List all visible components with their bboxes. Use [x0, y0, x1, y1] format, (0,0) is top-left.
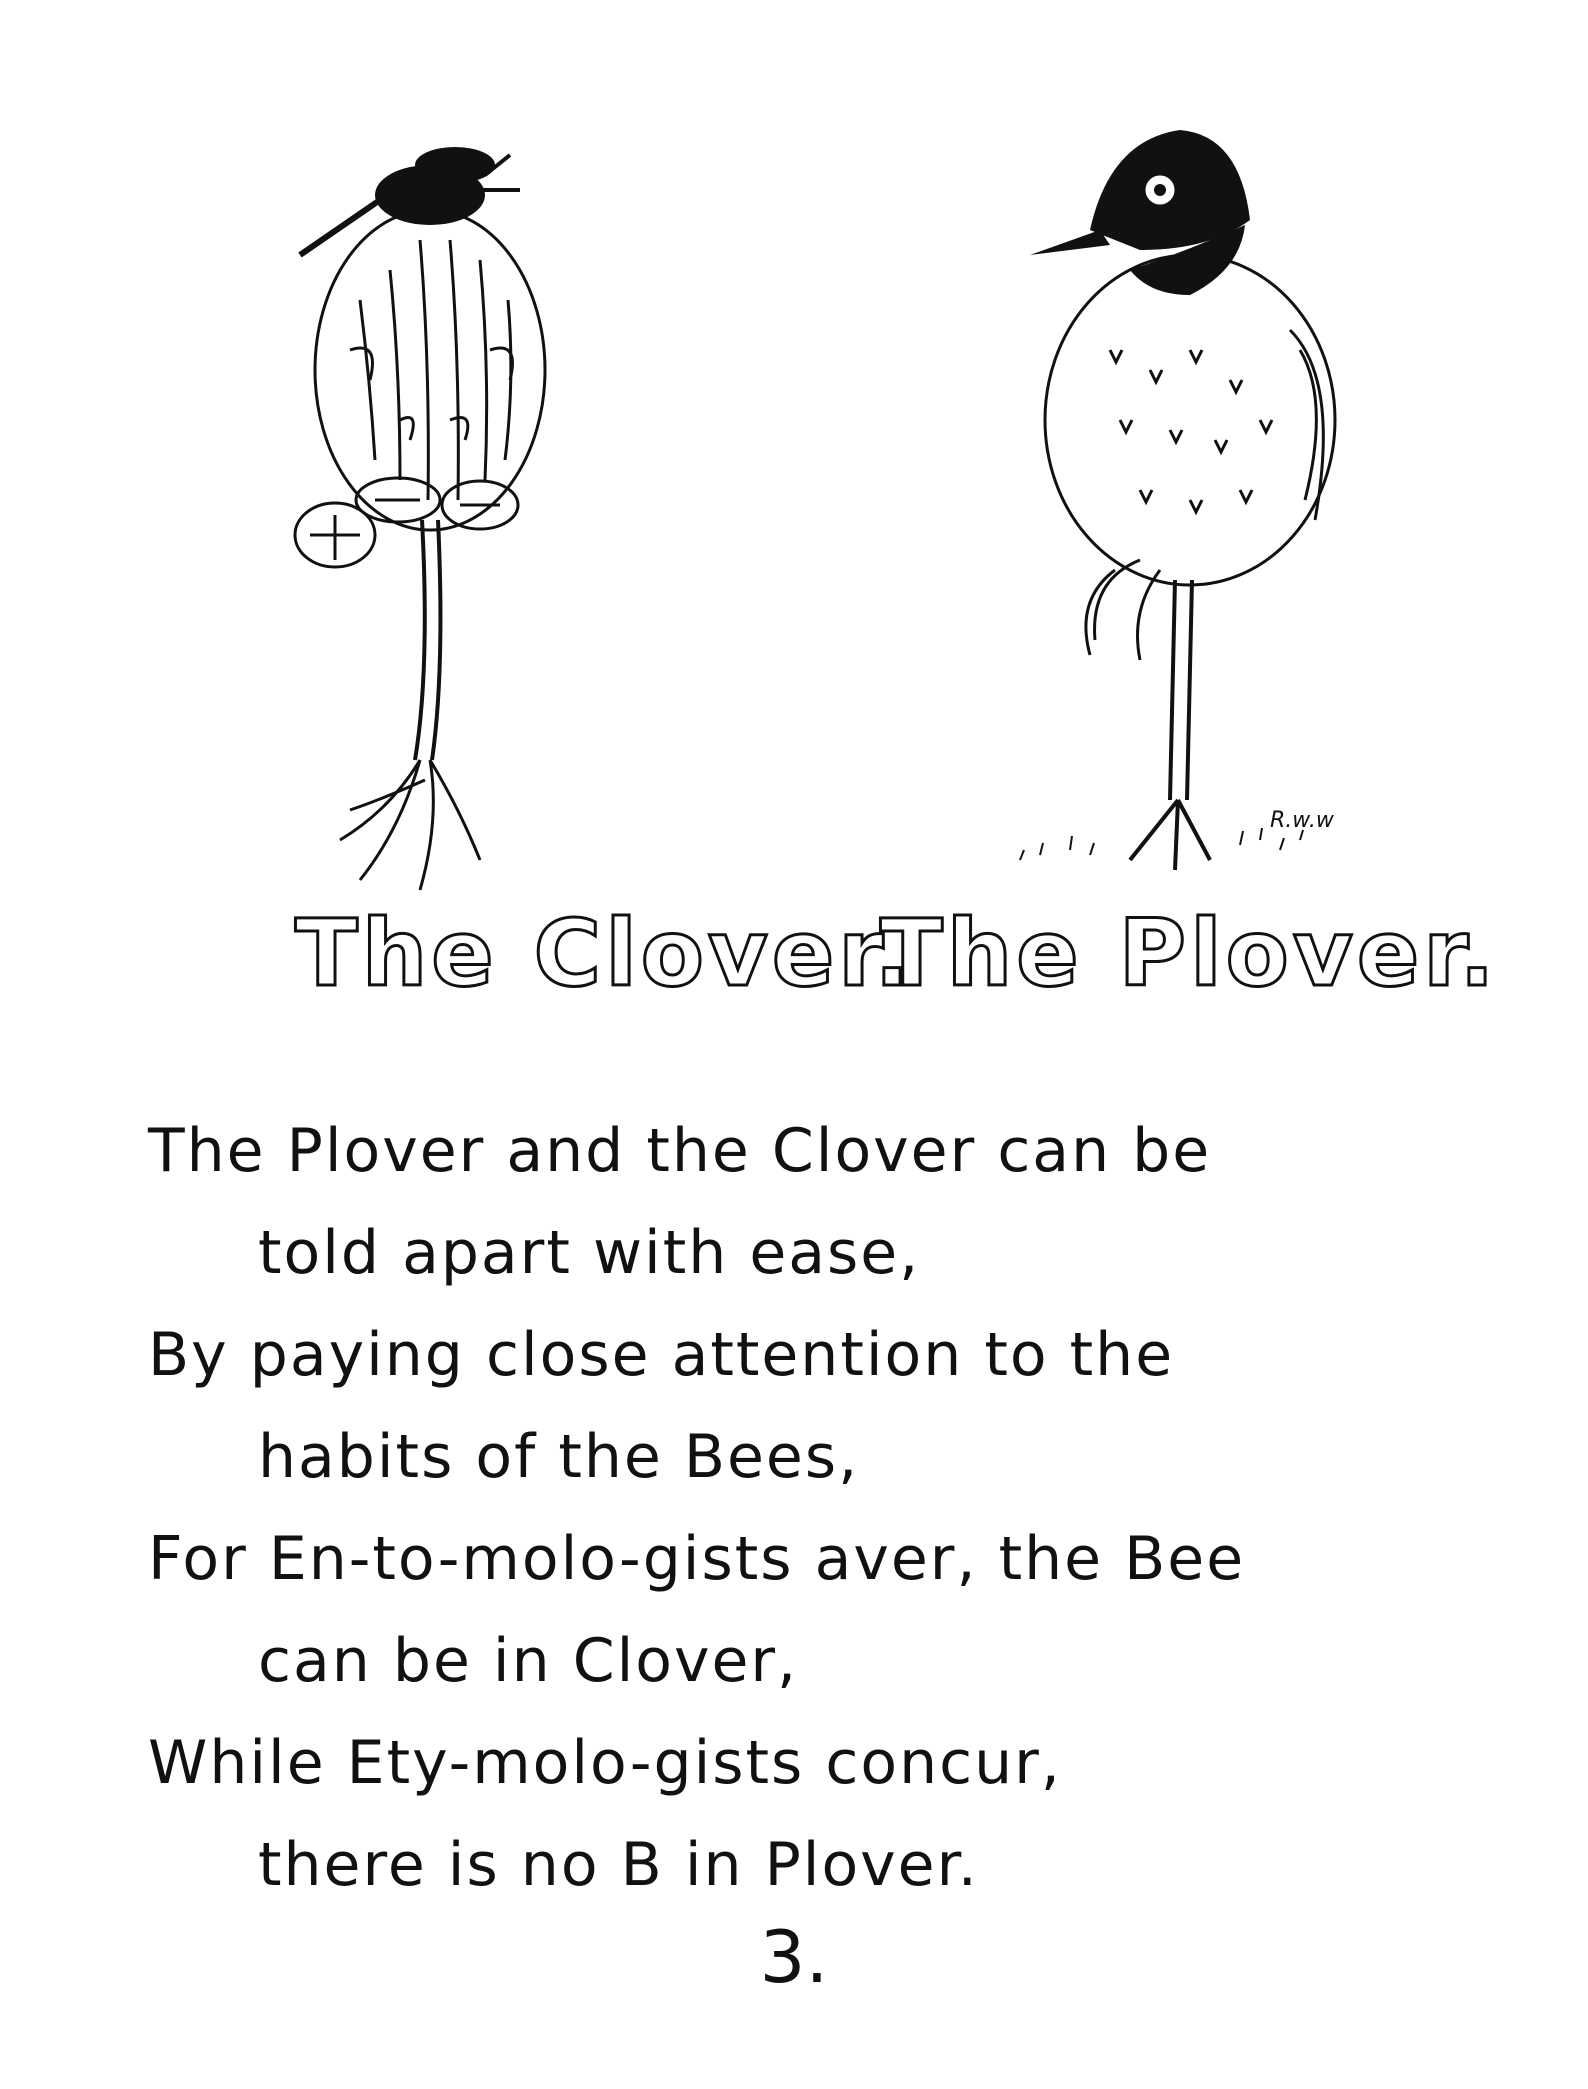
plover-tucked-foot: [1086, 560, 1160, 660]
caption-clover: The Clover.: [295, 900, 914, 1007]
verse-line: there is no B in Plover.: [258, 1830, 979, 1900]
artist-signature: R.w.w: [1270, 808, 1334, 833]
verse-line: told apart with ease,: [258, 1218, 921, 1288]
plover-leg: [1130, 580, 1210, 870]
verse-line: By paying close attention to the: [148, 1320, 1175, 1390]
verse: [148, 1100, 1468, 1916]
clover-flower-head: [315, 210, 545, 530]
verse-line: can be in Clover,: [258, 1626, 799, 1696]
plover-body: [1045, 255, 1335, 585]
verse-line: habits of the Bees,: [258, 1422, 860, 1492]
page-number: 3.: [759, 1915, 829, 1999]
caption-plover: The Plover.: [880, 900, 1499, 1007]
verse-line: For En-to-molo-gists aver, the Bee: [148, 1524, 1246, 1594]
plover-bird-illustration: [1000, 100, 1400, 880]
clover-stem: [415, 520, 440, 760]
clover-roots: [340, 760, 480, 890]
grass-tufts: [1020, 828, 1303, 860]
clover-leaves: [295, 478, 518, 567]
verse-line: While Ety-molo-gists concur,: [148, 1728, 1062, 1798]
verse-line: The Plover and the Clover can be: [148, 1116, 1212, 1186]
clover-with-bee-illustration: [280, 120, 580, 920]
plover-head: [1030, 130, 1250, 295]
bee-icon: [300, 147, 520, 255]
